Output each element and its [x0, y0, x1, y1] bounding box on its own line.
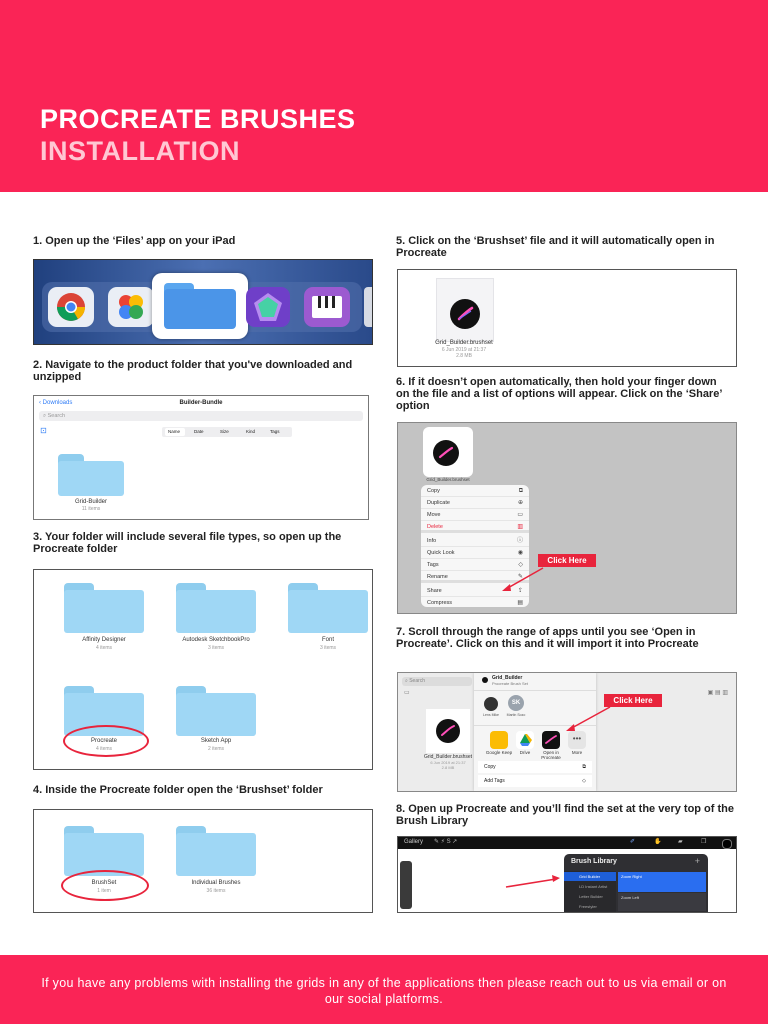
menu-item-info[interactable]: Info ⓘ — [421, 535, 529, 547]
folder-sketch-app[interactable] — [176, 686, 256, 736]
folder-count: 4 items — [95, 746, 113, 752]
info-icon: ⓘ — [516, 538, 523, 544]
folder-label: BrushSet — [91, 880, 117, 886]
contact-name: Martin Sozo — [506, 713, 526, 717]
procreate-brush-library-screenshot — [397, 836, 737, 913]
new-folder-icon[interactable]: ⊡ — [40, 426, 47, 435]
folder-label: Individual Brushes — [191, 880, 241, 886]
more-icon[interactable]: ••• — [568, 731, 586, 749]
archive-icon: ▤ — [517, 600, 523, 606]
ipad-dock-screenshot — [33, 259, 373, 345]
step-5-text: 5. Click on the ‘Brushset’ file and it will automatically open in Procreate — [396, 235, 715, 259]
step-4-text: 4. Inside the Procreate folder open the ‘Brushset’ folder — [33, 784, 323, 796]
brush-list — [564, 871, 616, 912]
folder-count: 3 items — [207, 645, 225, 651]
menu-item-quick-look[interactable]: Quick Look ◉ — [421, 547, 529, 559]
folder-label: Font — [321, 637, 334, 643]
pencil-icon: ✎ — [517, 574, 523, 580]
share-action-copy[interactable]: Copy ⧉ — [478, 761, 592, 773]
folder-label: Affinity Designer — [82, 637, 126, 643]
share-subtitle: Procreate Brush Set — [492, 681, 529, 686]
folder-title: Builder-Bundle — [179, 400, 223, 406]
menu-item-share[interactable]: Share ⇪ — [421, 585, 529, 597]
brush-icon[interactable]: ✐ — [630, 839, 636, 845]
search-input[interactable]: ⌕ Search — [39, 411, 363, 421]
menu-item-duplicate[interactable]: Duplicate ⊕ — [421, 497, 529, 509]
callout-arrow — [398, 423, 736, 613]
search-placeholder: Search — [47, 413, 66, 419]
page-subtitle: INSTALLATION — [40, 136, 240, 166]
brush-preview-selected[interactable] — [618, 872, 706, 892]
procreate-folder-screenshot — [33, 569, 373, 770]
file-date: 6 Jun 2019 at 21:37 — [430, 760, 466, 765]
folder-count: 2 items — [207, 746, 225, 752]
folder-label: Procreate — [90, 738, 117, 744]
step-2-text: 2. Navigate to the product folder that you've downloaded and unzipped — [33, 359, 353, 383]
folder-label: Sketch App — [200, 738, 232, 744]
files-browser-screenshot — [33, 395, 369, 520]
file-size: 2.8 MB — [441, 765, 455, 770]
share-title: Grid_Builder — [492, 675, 523, 681]
app-label: Google Keep — [485, 750, 513, 755]
trash-icon: ▥ — [517, 524, 523, 530]
folder-brushset[interactable] — [64, 826, 144, 876]
sort-tab-size[interactable]: Size — [220, 429, 229, 434]
brush-preview[interactable] — [618, 893, 706, 911]
share-action-add-tags[interactable]: Add Tags ◇ — [478, 775, 592, 787]
folder-count: 11 items — [81, 506, 101, 512]
back-label: Downloads — [42, 400, 73, 406]
sort-tab-date[interactable]: Date — [194, 429, 204, 434]
folder-count: 36 items — [206, 888, 226, 894]
file-name-label: Grid_Builder.brushset — [426, 477, 470, 482]
smudge-icon[interactable]: ✋ — [654, 839, 662, 845]
folder-count: 1 item — [97, 888, 111, 894]
procreate-logo-icon — [450, 299, 480, 329]
layers-icon[interactable]: ❐ — [701, 839, 707, 845]
menu-item-rename[interactable]: Rename ✎ — [421, 571, 529, 583]
piano-app-icon[interactable] — [304, 287, 350, 327]
folder-affinity-designer[interactable] — [64, 583, 144, 633]
file-date: 6 Jun 2019 at 21:37 — [441, 347, 487, 353]
photos-app-icon[interactable] — [108, 287, 154, 327]
brush-preview-label: Zoom Right — [621, 874, 642, 879]
eraser-icon[interactable]: ▰ — [678, 839, 683, 845]
brush-item-grid-builder[interactable]: Grid Builder — [564, 872, 616, 881]
folder-grid-builder[interactable] — [58, 454, 124, 496]
brush-item[interactable]: LD Instant Artist — [579, 884, 608, 889]
step-1-text: 1. Open up the ‘Files’ app on your iPad — [33, 235, 236, 247]
menu-item-compress[interactable]: Compress ▤ — [421, 597, 529, 607]
highlight-circle — [63, 725, 149, 757]
add-brush-button[interactable]: + — [694, 856, 700, 866]
gem-app-icon[interactable] — [246, 287, 290, 327]
sort-tabs — [162, 427, 292, 437]
menu-item-move[interactable]: Move ▭ — [421, 509, 529, 521]
app-label: Open in Procreate — [541, 750, 561, 760]
page-title: PROCREATE BRUSHES — [40, 104, 356, 134]
footer-banner — [0, 955, 768, 1024]
folder-count: 3 items — [319, 645, 337, 651]
app-label: More — [571, 750, 583, 755]
duplicate-icon: ⊕ — [517, 500, 523, 506]
app-label: Drive — [519, 750, 531, 755]
brush-library-title: Brush Library — [571, 858, 617, 865]
footer-text: If you have any problems with installing the grids in any of the applications then please reach out to us via email or on our social platforms. — [41, 976, 727, 1006]
brush-library-panel — [564, 854, 708, 912]
search-input[interactable]: ⌕ Search — [402, 677, 472, 686]
view-options-icon[interactable]: ▣ ▤ ▥ — [707, 690, 728, 696]
sort-tab-kind[interactable]: Kind — [246, 429, 256, 434]
copy-icon: ⧉ — [582, 764, 586, 770]
step-7-text: 7. Scroll through the range of apps until you see ‘Open in Procreate’. Click on this and it will import it into Procreate — [396, 626, 699, 650]
folder-label: Grid-Builder — [74, 499, 107, 505]
gallery-button[interactable]: Gallery — [404, 839, 424, 845]
file-name: Grid_Builder.brushset — [435, 340, 493, 346]
brush-item[interactable]: Letter Builder — [579, 894, 603, 899]
callout-arrow — [398, 673, 736, 791]
back-button[interactable]: ‹ Downloads — [39, 400, 73, 406]
header-banner — [0, 0, 768, 192]
step-6-text: 6. If it doesn’t open automatically, then hold your finger down on the file and a list of options will appear. Click on the ‘Share’ option — [396, 376, 722, 412]
files-app-icon[interactable] — [152, 273, 248, 339]
chrome-app-icon[interactable] — [48, 287, 94, 327]
step-3-text: 3. Your folder will include several file types, so open up the Procreate folder — [33, 531, 342, 555]
highlight-circle — [61, 870, 149, 901]
sort-tab-name[interactable]: Name — [168, 429, 181, 434]
share-icon: ⇪ — [517, 588, 523, 594]
folder-icon: ▭ — [404, 690, 410, 696]
brushset-file-screenshot — [397, 269, 737, 367]
brushset-folder-screenshot — [33, 809, 373, 913]
avatar[interactable]: SK — [508, 695, 524, 711]
share-sheet-screenshot — [397, 672, 737, 792]
copy-icon: ⧉ — [518, 488, 523, 494]
eye-icon: ◉ — [517, 550, 523, 556]
menu-item-copy[interactable]: Copy ⧉ — [421, 485, 529, 497]
menu-item-tags[interactable]: Tags ◇ — [421, 559, 529, 571]
file-name: Grid_Builder.brushset — [423, 754, 473, 760]
menu-item-delete[interactable]: Delete ▥ — [421, 521, 529, 533]
tag-icon: ◇ — [582, 778, 586, 784]
folder-individual-brushes[interactable] — [176, 826, 256, 876]
file-size: 2.8 MB — [456, 353, 472, 359]
file-thumbnail[interactable] — [436, 278, 494, 342]
folder-count: 4 items — [95, 645, 113, 651]
folder-font[interactable] — [288, 583, 368, 633]
click-here-callout: Click Here — [604, 694, 662, 707]
partial-app-icon — [364, 287, 372, 327]
sort-tab-tags[interactable]: Tags — [270, 429, 280, 434]
tag-icon: ◇ — [518, 562, 523, 568]
brush-item[interactable]: Freestyler — [579, 904, 597, 909]
contact-name: Lens Mike — [483, 713, 499, 717]
context-menu-screenshot — [397, 422, 737, 614]
folder-label: Autodesk SketchbookPro — [182, 637, 250, 643]
folder-autodesk-sketchbookpro[interactable] — [176, 583, 256, 633]
step-8-text: 8. Open up Procreate and you’ll find the set at the very top of the Brush Library — [396, 803, 734, 827]
folder-icon: ▭ — [517, 512, 523, 518]
brush-preview-label: Zoom Left — [621, 895, 640, 900]
wrench-icon[interactable]: ✎ ⚡ S ↗ — [434, 839, 458, 845]
click-here-callout: Click Here — [538, 554, 596, 567]
